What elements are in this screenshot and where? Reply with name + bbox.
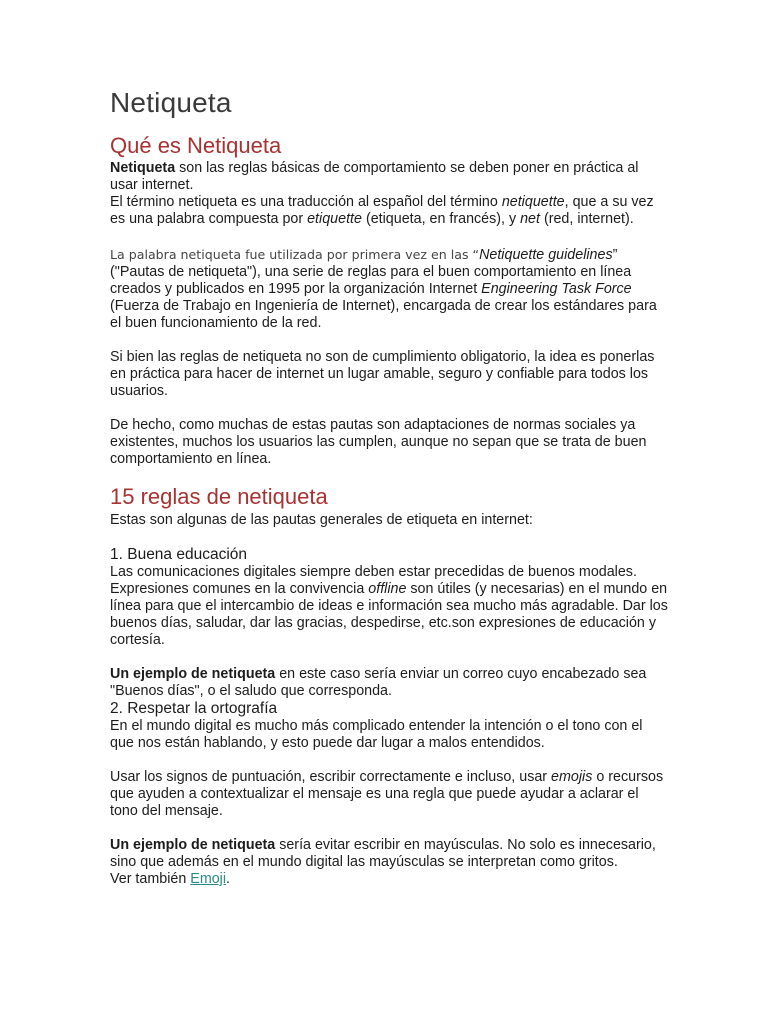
paragraph-rules-intro: Estas son algunas de las pautas generales de etiqueta en internet: xyxy=(110,512,533,528)
paragraph-see-also: Ver también Emoji. xyxy=(110,871,231,887)
paragraph-rule1: Las comunicaciones digitales siempre deben estar precedidas de buenos modales. Expresiones comunes en la convivencia offline son útiles (y necesarias) en el mundo en línea para que el intercambio de ideas e información sea mucho más agradable. Dar los buenos días, saludar, dar las gracias, despedirse, etc.son expresiones de educación y cortesía. xyxy=(110,564,668,648)
rule-heading-ortografia: 2. Respetar la ortografía xyxy=(110,700,278,717)
paragraph-definition: Netiqueta son las reglas básicas de comportamiento se deben poner en práctica al usar internet. xyxy=(110,160,639,193)
paragraph-rule2: En el mundo digital es mucho más complicado entender la intención o el tono con el que nos están hablando, y esto puede dar lugar a malos entendidos. xyxy=(110,718,643,751)
page-title: Netiqueta xyxy=(110,87,232,118)
paragraph-history: La palabra netiqueta fue utilizada por primera vez en las “Netiquette guidelines” ("Pautas de netiqueta"), una serie de reglas para el buen comportamiento en línea creados y publicados en 1995 por la organización Internet Engineering Task Force (Fuerza de Trabajo en Ingeniería de Internet), encargada de crear los estándares para el buen funcionamiento de la red. xyxy=(110,247,657,331)
emoji-link[interactable]: Emoji xyxy=(190,871,227,887)
rule-heading-buena-educacion: 1. Buena educación xyxy=(110,546,248,563)
paragraph-rule2-example: Un ejemplo de netiqueta sería evitar escribir en mayúsculas. No solo es innecesario, sino que además en el mundo digital las mayúsculas se interpretan como gritos. xyxy=(110,837,656,870)
paragraph-obligation: Si bien las reglas de netiqueta no son de cumplimiento obligatorio, la idea es ponerlas en práctica para hacer de internet un lugar amable, seguro y confiable para todos los usuarios. xyxy=(110,349,655,399)
paragraph-rule2-emojis: Usar los signos de puntuación, escribir correctamente e incluso, usar emojis o recursos que ayuden a contextualizar el mensaje es una regla que puede ayudar a aclarar el tono del mensaje. xyxy=(110,769,664,819)
paragraph-etymology: El término netiqueta es una traducción al español del término netiquette, que a su vez es una palabra compuesta por etiquette (etiqueta, en francés), y net (red, internet). xyxy=(110,194,654,227)
bold-term: Netiqueta xyxy=(110,160,176,176)
paragraph-social-norms: De hecho, como muchas de estas pautas son adaptaciones de normas sociales ya existentes, muchos los usuarios las cumplen, aunque no sepan que se trata de buen comportamiento en línea. xyxy=(110,417,647,467)
document-page xyxy=(110,84,670,888)
section-heading-15-reglas: 15 reglas de netiqueta xyxy=(110,484,328,509)
section-heading-que-es: Qué es Netiqueta xyxy=(110,133,282,158)
paragraph-rule1-example: Un ejemplo de netiqueta en este caso sería enviar un correo cuyo encabezado sea "Buenos días", o el saludo que corresponda. xyxy=(110,666,647,699)
